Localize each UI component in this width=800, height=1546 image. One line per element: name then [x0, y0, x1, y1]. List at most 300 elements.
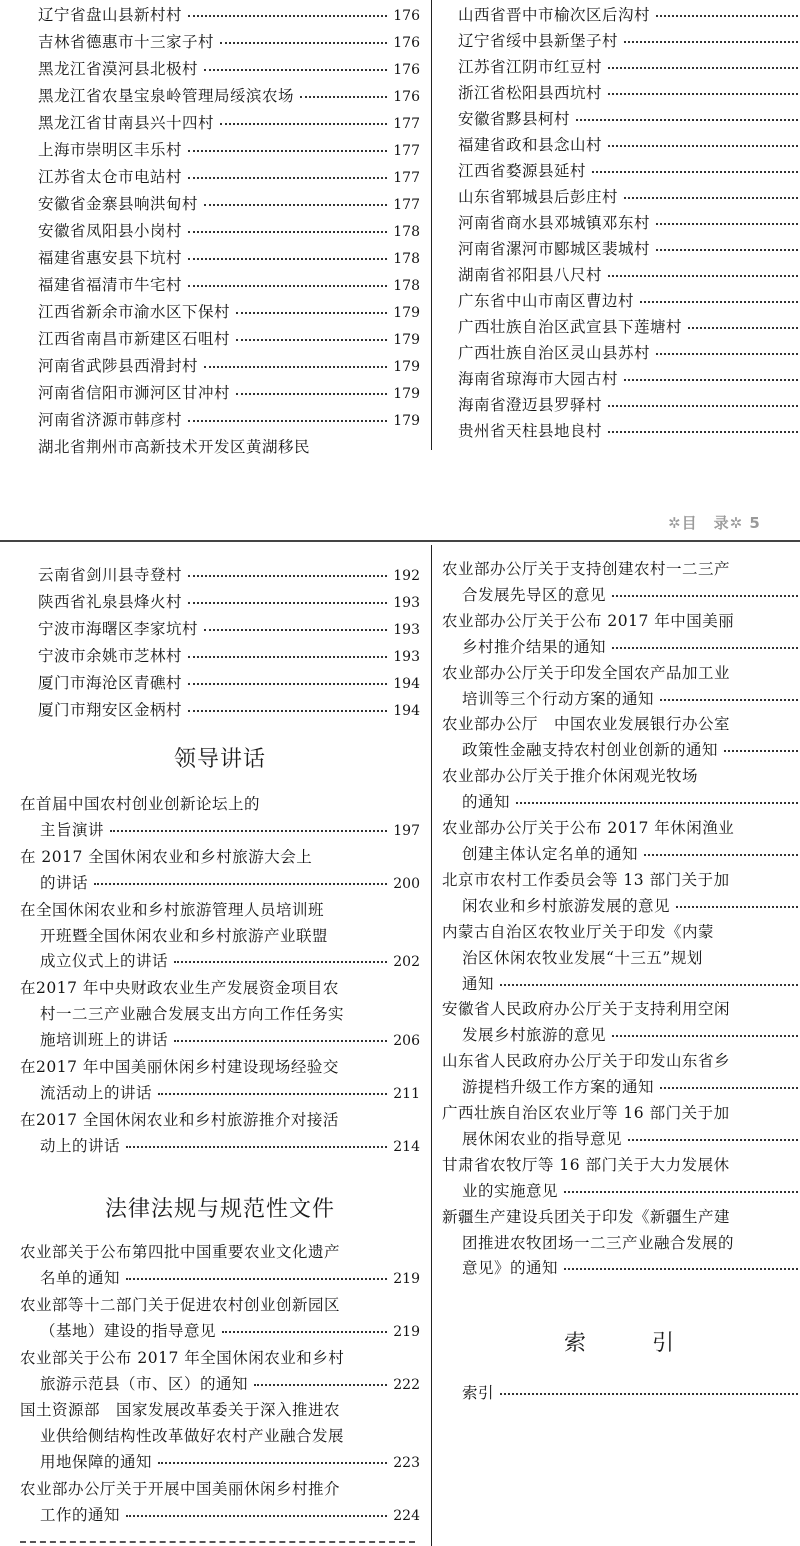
dot-leader	[188, 710, 387, 712]
toc-entry-title: 村一二三产业融合发展支出方向工作任务实	[40, 1005, 345, 1024]
dot-leader	[188, 231, 387, 233]
dot-leader	[204, 629, 387, 631]
dot-leader	[158, 1093, 387, 1095]
toc-entry-title: 在2017 年中央财政农业生产发展资金项目农	[20, 979, 339, 998]
toc-entry-title: 宁波市海曙区李家坑村	[38, 620, 199, 638]
dot-leader	[608, 67, 800, 69]
dot-leader	[608, 405, 800, 407]
toc-entry[interactable]	[20, 871, 420, 898]
toc-entry[interactable]	[442, 583, 800, 609]
toc-entry[interactable]	[442, 790, 800, 816]
toc-entry-title: 辽宁省绥中县新堡子村	[458, 32, 619, 50]
toc-entry[interactable]	[38, 272, 420, 299]
toc-entry-page-number: 194	[393, 703, 420, 719]
toc-entry[interactable]	[20, 1134, 420, 1161]
toc-entry-title: （基地）建设的指导意见	[40, 1321, 217, 1340]
dot-leader	[660, 699, 800, 701]
toc-entry[interactable]	[20, 1346, 420, 1372]
toc-entry[interactable]	[38, 407, 420, 434]
toc-entry-title: 辽宁省盘山县新村村	[38, 6, 183, 24]
toc-entry[interactable]	[458, 236, 800, 262]
toc-entry-title: 在 2017 全国休闲农业和乡村旅游大会上	[20, 847, 313, 866]
toc-entry-page-number: 193	[393, 649, 420, 665]
dot-leader	[624, 379, 800, 381]
toc-entry-title: 宁波市余姚市芝林村	[38, 647, 183, 665]
toc-entry-page-number: 224	[393, 1508, 420, 1525]
toc-entry[interactable]	[38, 326, 420, 353]
toc-entry[interactable]	[462, 1380, 800, 1406]
dot-leader	[188, 575, 387, 577]
toc-entry[interactable]	[38, 29, 420, 56]
toc-entry-page-number: 179	[393, 332, 420, 348]
column-divider-top	[431, 0, 432, 450]
toc-entry-title: 治区休闲农牧业发展“十三五”规划	[462, 948, 703, 967]
toc-entry[interactable]	[458, 210, 800, 236]
toc-entry[interactable]	[442, 946, 800, 972]
toc-entry-title: 北京市农村工作委员会等 13 部门关于加	[442, 870, 730, 889]
toc-entry[interactable]	[442, 1101, 800, 1127]
toc-entry[interactable]	[458, 366, 800, 392]
toc-entry-title: 开班暨全国休闲农业和乡村旅游产业联盟	[40, 926, 329, 945]
toc-entry[interactable]	[442, 1075, 800, 1101]
dot-leader	[656, 15, 800, 17]
toc-entry[interactable]	[442, 738, 800, 764]
toc-entry[interactable]	[20, 1266, 420, 1293]
toc-entry[interactable]	[442, 1256, 800, 1282]
toc-entry-title: 甘肃省农牧厅等 16 部门关于大力发展休	[442, 1155, 730, 1174]
toc-entry[interactable]	[442, 894, 800, 920]
toc-entry-page-number: 177	[393, 116, 420, 132]
toc-entry-page-number: 177	[393, 143, 420, 159]
toc-entry-title: 吉林省德惠市十三家子村	[38, 33, 215, 51]
toc-entry[interactable]	[458, 54, 800, 80]
toc-entry[interactable]	[442, 868, 800, 894]
dot-leader	[640, 301, 800, 303]
toc-entry-title: 贵州省天柱县地良村	[458, 422, 603, 440]
dot-leader	[624, 41, 800, 43]
toc-entry[interactable]	[38, 643, 420, 670]
toc-entry-title: 广西壮族自治区武宣县下莲塘村	[458, 318, 683, 336]
toc-entry-page-number: 206	[393, 1033, 420, 1050]
dot-leader	[624, 197, 800, 199]
toc-entry-page-number: 178	[393, 251, 420, 267]
toc-entry[interactable]	[458, 340, 800, 366]
toc-entry-title: 农业部关于公布第四批中国重要农业文化遗产	[20, 1243, 341, 1261]
toc-entry-page-number: 179	[393, 359, 420, 375]
toc-entry[interactable]	[38, 434, 420, 460]
toc-entry[interactable]	[20, 1240, 420, 1266]
toc-entry-page-number: 176	[393, 8, 420, 24]
toc-entry[interactable]	[442, 920, 800, 946]
toc-column-top-left	[38, 2, 420, 460]
toc-entry[interactable]	[38, 2, 420, 29]
toc-entry-title: 河南省武陟县西滑封村	[38, 357, 199, 375]
toc-entry-title: 福建省惠安县下坑村	[38, 249, 183, 267]
toc-entry[interactable]	[442, 764, 800, 790]
dot-leader	[188, 656, 387, 658]
toc-column-bottom-right	[442, 557, 800, 1282]
toc-entry[interactable]	[442, 712, 800, 738]
toc-entry-title: 农业部等十二部门关于促进农村创业创新园区	[20, 1295, 341, 1314]
toc-entry-title: 创建主体认定名单的通知	[462, 844, 639, 863]
toc-index-block	[462, 1380, 800, 1406]
toc-entry-title: 闲农业和乡村旅游发展的意见	[462, 896, 671, 915]
dot-leader	[644, 854, 800, 856]
toc-entry-title: 索引	[462, 1384, 495, 1402]
toc-entry[interactable]	[20, 1503, 420, 1530]
dot-leader	[576, 119, 800, 121]
toc-entry-title: 浙江省松阳县西坑村	[458, 84, 603, 102]
toc-entry-page-number: 219	[393, 1323, 420, 1340]
toc-entry-title: 农业部办公厅关于公布 2017 年中国美丽	[442, 611, 735, 630]
column-divider-bottom	[431, 545, 432, 1546]
toc-entry[interactable]	[442, 609, 800, 635]
toc-entry[interactable]	[20, 1319, 420, 1346]
dot-leader	[220, 123, 387, 125]
toc-entry-page-number: 178	[393, 278, 420, 294]
dot-leader	[656, 249, 800, 251]
toc-entry[interactable]	[442, 816, 800, 842]
dot-leader	[608, 275, 800, 277]
dot-leader	[188, 15, 387, 17]
toc-entry-page-number: 176	[393, 35, 420, 51]
dot-leader	[236, 393, 387, 395]
toc-entry-title: 福建省政和县念山村	[458, 136, 603, 154]
toc-entry-page-number: 193	[393, 595, 420, 611]
toc-entry[interactable]	[458, 28, 800, 54]
toc-entry[interactable]	[458, 418, 800, 444]
toc-entry-page-number: 197	[393, 822, 420, 839]
toc-entry[interactable]	[458, 392, 800, 418]
running-head: ✲目 录✲ 5	[668, 514, 761, 532]
toc-entry-title: 安徽省黟县柯村	[458, 110, 571, 128]
toc-entry-page-number: 200	[393, 875, 420, 892]
dot-leader	[516, 802, 800, 804]
toc-entry-title: 合发展先导区的意见	[462, 585, 607, 604]
toc-entry-page-number: 176	[393, 89, 420, 105]
dot-leader	[94, 883, 387, 885]
toc-entry[interactable]	[442, 661, 800, 687]
toc-entry-title: 农业部办公厅关于开展中国美丽休闲乡村推介	[20, 1480, 341, 1499]
toc-entry-title: 主旨演讲	[40, 820, 105, 839]
toc-column-bottom-left-laws	[20, 1240, 420, 1530]
dot-leader	[126, 1146, 387, 1148]
toc-entry-page-number: 176	[393, 62, 420, 78]
toc-entry-title: 广东省中山市南区曹边村	[458, 292, 635, 310]
toc-entry[interactable]	[38, 380, 420, 407]
toc-entry[interactable]	[38, 164, 420, 191]
toc-entry[interactable]	[38, 562, 420, 589]
toc-entry-title: 安徽省凤阳县小岗村	[38, 222, 183, 240]
toc-entry-title: 在2017 全国休闲农业和乡村旅游推介对接活	[20, 1110, 339, 1129]
toc-entry-title: 湖南省祁阳县八尺村	[458, 266, 603, 284]
toc-entry-title: 黑龙江省漠河县北极村	[38, 60, 199, 78]
toc-entry[interactable]	[38, 83, 420, 110]
dot-leader	[188, 683, 387, 685]
toc-entry[interactable]	[20, 949, 420, 976]
toc-entry-title: 内蒙古自治区农牧业厅关于印发《内蒙	[442, 922, 715, 941]
toc-entry-page-number: 223	[393, 1455, 420, 1472]
toc-entry[interactable]	[442, 842, 800, 868]
dot-leader	[608, 431, 800, 433]
toc-entry[interactable]	[20, 1477, 420, 1503]
toc-entry-title: 河南省济源市韩彦村	[38, 411, 183, 429]
dot-leader	[188, 285, 387, 287]
toc-entry-title: 培训等三个行动方案的通知	[462, 689, 655, 708]
toc-entry[interactable]	[442, 972, 800, 998]
toc-entry-title: 在全国休闲农业和乡村旅游管理人员培训班	[20, 900, 325, 919]
toc-entry[interactable]	[38, 191, 420, 218]
toc-entry[interactable]	[20, 1293, 420, 1319]
toc-entry[interactable]	[20, 1081, 420, 1108]
toc-entry-title: 厦门市翔安区金柄村	[38, 701, 183, 719]
toc-entry-page-number: 179	[393, 305, 420, 321]
toc-entry-title: 发展乡村旅游的意见	[462, 1026, 607, 1045]
toc-entry[interactable]	[458, 158, 800, 184]
toc-entry-title: 山东省人民政府办公厅关于印发山东省乡	[442, 1052, 731, 1071]
toc-entry-title: 福建省福清市牛宅村	[38, 276, 183, 294]
toc-entry-title: 在2017 年中国美丽休闲乡村建设现场经验交	[20, 1058, 339, 1077]
dot-leader	[158, 1462, 387, 1464]
toc-entry-title: 意见》的通知	[462, 1259, 559, 1278]
toc-entry[interactable]	[20, 792, 420, 818]
toc-entry-title: 农业部关于公布 2017 年全国休闲农业和乡村	[20, 1348, 345, 1367]
dot-leader	[110, 830, 387, 832]
dot-leader	[188, 177, 387, 179]
dot-leader	[724, 750, 800, 752]
toc-entry[interactable]	[38, 56, 420, 83]
toc-entry[interactable]	[20, 1372, 420, 1399]
dot-leader	[126, 1278, 387, 1280]
dot-leader	[656, 223, 800, 225]
dot-leader	[612, 1035, 800, 1037]
toc-column-bottom-left-villages	[38, 562, 420, 724]
toc-entry-page-number: 179	[393, 413, 420, 429]
toc-entry-title: 业供给侧结构性改革做好农村产业融合发展	[40, 1427, 345, 1446]
dot-leader	[222, 1331, 387, 1333]
toc-entry[interactable]	[38, 245, 420, 272]
toc-entry-title: 安徽省金寨县响洪甸村	[38, 195, 199, 213]
toc-entry-title: 湖北省荆州市高新技术开发区黄湖移民	[38, 438, 311, 456]
toc-entry-page-number: 219	[393, 1270, 420, 1287]
toc-entry[interactable]	[38, 110, 420, 137]
toc-entry-title: 农业部办公厅关于推介休闲观光牧场	[442, 767, 699, 786]
dot-leader	[254, 1384, 387, 1386]
toc-entry[interactable]	[458, 106, 800, 132]
toc-entry-page-number: 214	[393, 1138, 420, 1155]
dot-leader	[612, 595, 800, 597]
toc-entry-title: 江西省南昌市新建区石咀村	[38, 330, 231, 348]
dot-leader	[188, 258, 387, 260]
dot-leader	[204, 366, 387, 368]
toc-entry-title: 流活动上的讲话	[40, 1083, 153, 1102]
toc-entry[interactable]	[38, 299, 420, 326]
toc-entry-title: 山西省晋中市榆次区后沟村	[458, 6, 651, 24]
toc-entry-title: 海南省澄迈县罗驿村	[458, 396, 603, 414]
toc-entry-title: 江西省新余市渝水区下保村	[38, 303, 231, 321]
dot-leader	[612, 647, 800, 649]
toc-entry-title: 成立仪式上的讲话	[40, 952, 169, 971]
toc-entry-title: 名单的通知	[40, 1268, 121, 1287]
toc-entry-page-number: 202	[393, 954, 420, 971]
toc-entry-page-number: 177	[393, 197, 420, 213]
toc-entry-title: 上海市崇明区丰乐村	[38, 141, 183, 159]
toc-entry[interactable]	[442, 1049, 800, 1075]
dot-leader	[592, 171, 800, 173]
toc-entry-title: 农业部办公厅关于印发全国农产品加工业	[442, 663, 731, 682]
toc-entry[interactable]	[20, 1424, 420, 1450]
dot-leader	[188, 420, 387, 422]
toc-entry-title: 江苏省江阴市红豆村	[458, 58, 603, 76]
toc-entry-title: 江西省婺源县延村	[458, 162, 587, 180]
toc-entry[interactable]	[38, 353, 420, 380]
toc-column-bottom-left	[20, 792, 420, 1161]
dot-leader	[236, 339, 387, 341]
toc-entry[interactable]	[458, 262, 800, 288]
toc-entry-title: 国土资源部 国家发展改革委关于深入推进农	[20, 1401, 341, 1420]
toc-entry[interactable]	[458, 184, 800, 210]
toc-entry-title: 政策性金融支持农村创业创新的通知	[462, 741, 719, 760]
toc-entry[interactable]	[20, 845, 420, 871]
dot-leader	[628, 1139, 800, 1141]
toc-entry[interactable]	[442, 1231, 800, 1257]
toc-entry-title: 黑龙江省甘南县兴十四村	[38, 114, 215, 132]
toc-entry[interactable]	[20, 1028, 420, 1055]
toc-entry-title: 通知	[462, 974, 495, 993]
section-heading-laws: 法律法规与规范性文件	[104, 1197, 335, 1222]
toc-entry-title: 江苏省太仓市电站村	[38, 168, 183, 186]
toc-entry[interactable]	[442, 1127, 800, 1153]
toc-entry-title: 新疆生产建设兵团关于印发《新疆生产建	[442, 1207, 731, 1226]
toc-entry[interactable]	[38, 616, 420, 643]
dot-leader	[676, 906, 800, 908]
toc-entry[interactable]	[38, 218, 420, 245]
dot-leader	[204, 204, 387, 206]
dot-leader	[188, 602, 387, 604]
toc-entry-title: 河南省信阳市浉河区甘冲村	[38, 384, 231, 402]
toc-entry[interactable]	[38, 697, 420, 724]
dot-leader	[188, 150, 387, 152]
toc-entry-page-number: 222	[393, 1376, 420, 1393]
toc-entry-title: 陕西省礼泉县烽火村	[38, 593, 183, 611]
dot-leader	[500, 1393, 800, 1395]
toc-entry[interactable]	[20, 898, 420, 924]
toc-entry-page-number: 211	[393, 1085, 420, 1102]
toc-entry[interactable]	[20, 1055, 420, 1081]
toc-entry[interactable]	[458, 132, 800, 158]
dot-leader	[236, 312, 387, 314]
toc-entry-page-number: 194	[393, 676, 420, 692]
toc-entry-title: 河南省漯河市郾城区裴城村	[458, 240, 651, 258]
toc-entry[interactable]	[20, 1398, 420, 1424]
dot-leader	[564, 1268, 800, 1270]
toc-entry[interactable]	[20, 976, 420, 1002]
toc-entry-title: 乡村推介结果的通知	[462, 637, 607, 656]
dot-leader	[688, 327, 800, 329]
dot-leader	[174, 961, 387, 963]
toc-entry-page-number: 178	[393, 224, 420, 240]
toc-entry[interactable]	[458, 2, 800, 28]
toc-entry[interactable]	[442, 1205, 800, 1231]
toc-entry-title: 黑龙江省农垦宝泉岭管理局绥滨农场	[38, 87, 295, 105]
toc-entry-title: 厦门市海沧区青礁村	[38, 674, 183, 692]
toc-entry-title: 农业部办公厅 中国农业发展银行办公室	[442, 715, 731, 734]
toc-entry[interactable]	[38, 137, 420, 164]
toc-entry-title: 工作的通知	[40, 1506, 121, 1525]
toc-entry[interactable]	[38, 589, 420, 616]
toc-entry-title: 动上的讲话	[40, 1136, 121, 1155]
toc-entry-title: 用地保障的通知	[40, 1453, 153, 1472]
toc-entry-page-number: 177	[393, 170, 420, 186]
dot-leader	[656, 353, 800, 355]
toc-entry-title: 的通知	[462, 793, 511, 812]
toc-entry[interactable]	[442, 997, 800, 1023]
toc-entry-title: 广西壮族自治区灵山县苏村	[458, 344, 651, 362]
toc-entry[interactable]	[442, 1179, 800, 1205]
toc-entry-title: 广西壮族自治区农业厅等 16 部门关于加	[442, 1104, 730, 1123]
dot-leader	[220, 42, 387, 44]
dot-leader	[300, 96, 387, 98]
toc-entry[interactable]	[458, 288, 800, 314]
toc-entry-title: 农业部办公厅关于支持创建农村一二三产	[442, 560, 731, 578]
toc-entry[interactable]	[20, 1108, 420, 1134]
toc-entry-title: 展休闲农业的指导意见	[462, 1129, 623, 1148]
toc-entry-title: 旅游示范县（市、区）的通知	[40, 1374, 249, 1393]
toc-entry[interactable]	[20, 1002, 420, 1028]
toc-entry-title: 施培训班上的讲话	[40, 1031, 169, 1050]
toc-entry-title: 安徽省人民政府办公厅关于支持利用空闲	[442, 1000, 731, 1019]
toc-entry-title: 业的实施意见	[462, 1181, 559, 1200]
toc-entry[interactable]	[442, 557, 800, 583]
dot-leader	[174, 1040, 387, 1042]
toc-entry-title: 团推进农牧团场一二三产业融合发展的	[462, 1233, 735, 1252]
toc-entry-page-number: 192	[393, 568, 420, 584]
toc-entry-page-number: 179	[393, 386, 420, 402]
dot-leader	[608, 93, 800, 95]
toc-entry[interactable]	[442, 1153, 800, 1179]
cut-off-line	[20, 1538, 420, 1546]
toc-entry[interactable]	[442, 635, 800, 661]
toc-entry-title: 海南省琼海市大园古村	[458, 370, 619, 388]
toc-entry[interactable]	[458, 314, 800, 340]
toc-entry-title: 农业部办公厅关于公布 2017 年休闲渔业	[442, 819, 735, 838]
page-divider	[0, 540, 800, 542]
toc-entry[interactable]	[20, 1450, 420, 1477]
dot-leader	[126, 1515, 387, 1517]
dot-leader	[204, 69, 387, 71]
toc-entry[interactable]	[20, 924, 420, 950]
toc-entry-title: 云南省剑川县寺登村	[38, 566, 183, 584]
toc-entry[interactable]	[458, 80, 800, 106]
toc-entry[interactable]	[442, 687, 800, 713]
toc-entry-title: 的讲话	[40, 873, 89, 892]
toc-column-top-right	[458, 2, 800, 444]
toc-entry-page-number: 193	[393, 622, 420, 638]
toc-entry-title: 河南省商水县邓城镇邓东村	[458, 214, 651, 232]
section-heading-index: 索引	[563, 1331, 740, 1356]
dot-leader	[660, 1087, 800, 1089]
toc-entry-title: 在首届中国农村创业创新论坛上的	[20, 795, 261, 813]
section-heading-leaders: 领导讲话	[173, 747, 266, 772]
toc-entry[interactable]	[38, 670, 420, 697]
dot-leader	[608, 145, 800, 147]
toc-entry[interactable]	[442, 1023, 800, 1049]
toc-entry-title: 山东省郓城县后彭庄村	[458, 188, 619, 206]
toc-entry-title: 游提档升级工作方案的通知	[462, 1078, 655, 1097]
toc-entry[interactable]	[20, 818, 420, 845]
dot-leader	[500, 984, 800, 986]
dot-leader	[564, 1191, 800, 1193]
